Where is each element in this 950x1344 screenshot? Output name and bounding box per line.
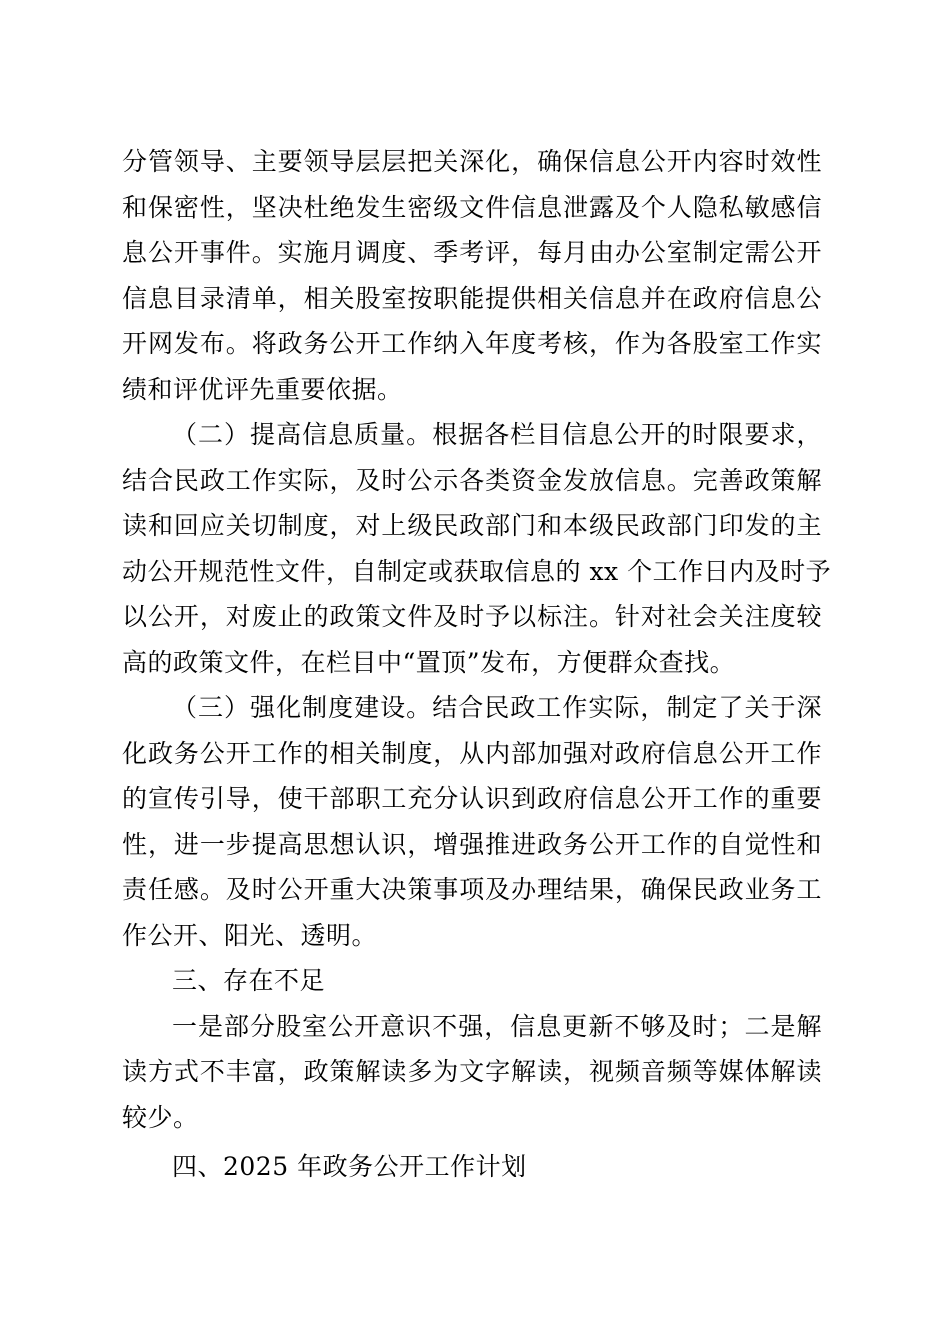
paragraph-info-quality [122, 412, 832, 685]
section-shortcomings [122, 958, 822, 1140]
text-line: 动公开规范性文件，自制定或获取信息的 xx 个工作日内及时予 [122, 556, 832, 586]
section-heading: 三、存在不足 [172, 966, 326, 995]
text-line: 化政务公开工作的相关制度，从内部加强对政府信息公开工作 [122, 738, 822, 768]
text-line: 和保密性，坚决杜绝发生密级文件信息泄露及个人隐私敏感信 [122, 192, 822, 222]
text-line: 读方式不丰富，政策解读多为文字解读，视频音频等媒体解读 [122, 1057, 822, 1086]
text-line: 性，进一步提高思想认识，增强推进政务公开工作的自觉性和 [122, 829, 822, 859]
paragraph-leadership-review [122, 139, 822, 412]
text-line: 一是部分股室公开意识不强，信息更新不够及时；二是解 [172, 1011, 822, 1041]
text-line: 责任感。及时公开重大决策事项及办理结果，确保民政业务工 [122, 875, 822, 904]
text-line: 息公开事件。实施月调度、季考评，每月由办公室制定需公开 [122, 238, 822, 267]
text-line: （二）提高信息质量。根据各栏目信息公开的时限要求， [172, 420, 822, 449]
text-line: （三）强化制度建设。结合民政工作实际，制定了关于深 [172, 693, 822, 722]
text-line: 以公开，对废止的政策文件及时予以标注。针对社会关注度较 [122, 602, 822, 631]
text-line: 分管领导、主要领导层层把关深化，确保信息公开内容时效性 [122, 147, 822, 176]
paragraph-system-building [122, 685, 822, 958]
text-line: 高的政策文件，在栏目中“置顶”发布，方便群众查找。 [122, 647, 736, 677]
text-line: 读和回应关切制度，对上级民政部门和本级民政部门印发的主 [122, 511, 822, 540]
text-line: 结合民政工作实际，及时公示各类资金发放信息。完善政策解 [122, 465, 822, 495]
section-work-plan [122, 1144, 822, 1190]
section-heading: 四、2025 年政务公开工作计划 [172, 1152, 527, 1181]
text-line: 信息目录清单，相关股室按职能提供相关信息并在政府信息公 [122, 283, 822, 313]
text-line: 开网发布。将政务公开工作纳入年度考核，作为各股室工作实 [122, 329, 822, 358]
text-line: 绩和评优评先重要依据。 [122, 374, 403, 404]
text-line: 较少。 [122, 1102, 199, 1132]
text-line: 的宣传引导，使干部职工充分认识到政府信息公开工作的重要 [122, 784, 822, 813]
text-line: 作公开、阳光、透明。 [122, 920, 378, 950]
